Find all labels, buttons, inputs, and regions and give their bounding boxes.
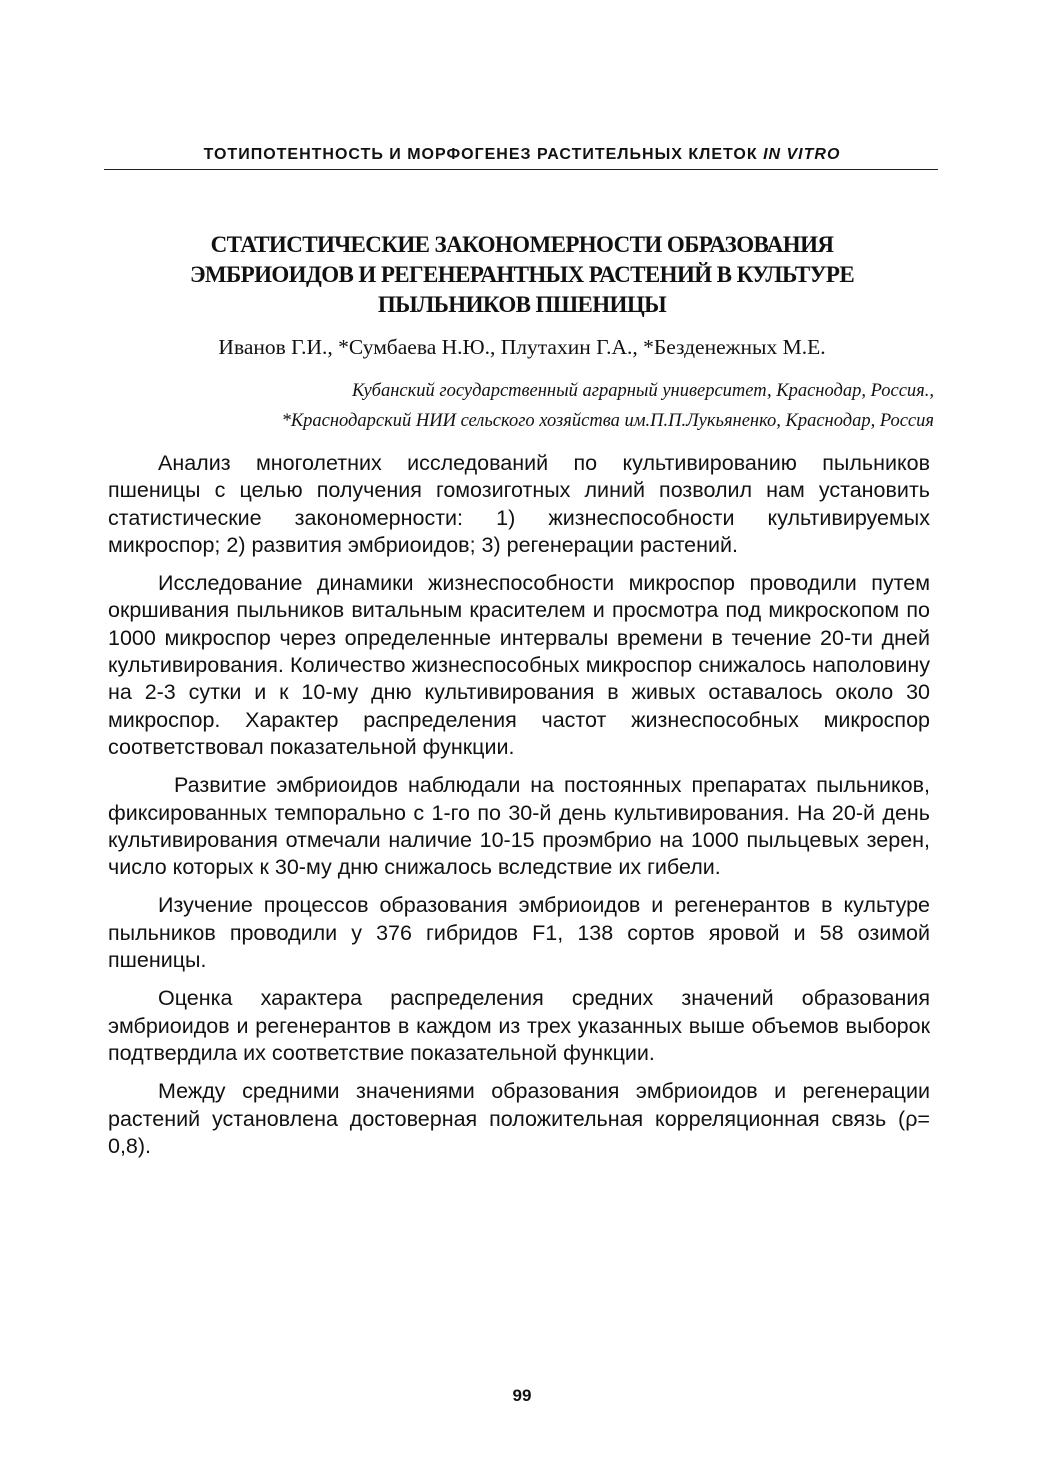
paragraph-6: Между средними значениями образования эмбриоидов и регенерации растений установлена достоверная положительная корреляционная связь (ρ= 0,8). — [108, 1079, 930, 1158]
running-header-text: ТОТИПОТЕНТНОСТЬ И МОРФОГЕНЕЗ РАСТИТЕЛЬНЫХ КЛЕТОК — [203, 146, 764, 163]
title-line-2: ЭМБРИОИДОВ И РЕГЕНЕРАНТНЫХ РАСТЕНИЙ В КУЛЬТУРЕ — [189, 262, 855, 287]
title-line-3: ПЫЛЬНИКОВ ПШЕНИЦЫ — [377, 292, 667, 317]
running-header-italic: IN VITRO — [763, 146, 841, 163]
paragraph-5: Оценка характера распределения средних значений образования эмбриоидов и регенерантов в каждом из трех указанных выше объемов выборок подтвердила их соответствие показательной функции. — [108, 986, 930, 1065]
affiliations — [104, 376, 934, 436]
header-rule — [104, 169, 938, 170]
authors: Иванов Г.И., *Сумбаева Н.Ю., Плутахин Г.А., *Безденежных М.Е. — [218, 335, 826, 359]
affiliation-1: Кубанский государственный аграрный университет, Краснодар, Россия., — [351, 381, 934, 401]
paragraph-3: Развитие эмбриоидов наблюдали на постоянных препаратах пыльников, фиксированных темпорально с 1-го по 30-й день культивирования. На 20-й день культивирования отмечали наличие 10-15 проэмбрио на 1000 пыльцевых зерен, число которых к 30-му дню снижалось вследствие их гибели. — [108, 773, 930, 880]
page-number: 99 — [512, 1386, 532, 1405]
article-body — [108, 450, 930, 1171]
paragraph-2: Исследование динамики жизнеспособности микроспор проводили путем окршивания пыльников витальным красителем и просмотра под микроскопом по 1000 микроспор через определенные интервалы времени в течение 20-ти дней культивирования. Количество жизнеспособных микроспор снижалось наполовину на 2-3 сутки и к 10-му дню культивирования в живых оставалось около 30 микроспор. Характер распределения частот жизнеспособных микроспор соответствовал показательной функции. — [108, 571, 930, 759]
running-header — [112, 146, 932, 164]
affiliation-2: *Краснодарский НИИ сельского хозяйства им.П.П.Лукьяненко, Краснодар, Россия — [281, 411, 934, 431]
title-line-1: СТАТИСТИЧЕСКИЕ ЗАКОНОМЕРНОСТИ ОБРАЗОВАНИЯ — [210, 232, 834, 257]
paragraph-4: Изучение процессов образования эмбриоидов и регенерантов в культуре пыльников проводили у 376 гибридов F1, 138 сортов яровой и 58 озимой пшеницы. — [108, 893, 930, 973]
paragraph-1: Анализ многолетних исследований по культивированию пыльников пшеницы с целью получения гомозиготных линий позволил нам установить статистические закономерности: 1) жизнеспособности культивируемых микроспор; 2) развития эмбриоидов; 3) регенерации растений. — [108, 451, 930, 557]
article-title — [112, 230, 932, 320]
